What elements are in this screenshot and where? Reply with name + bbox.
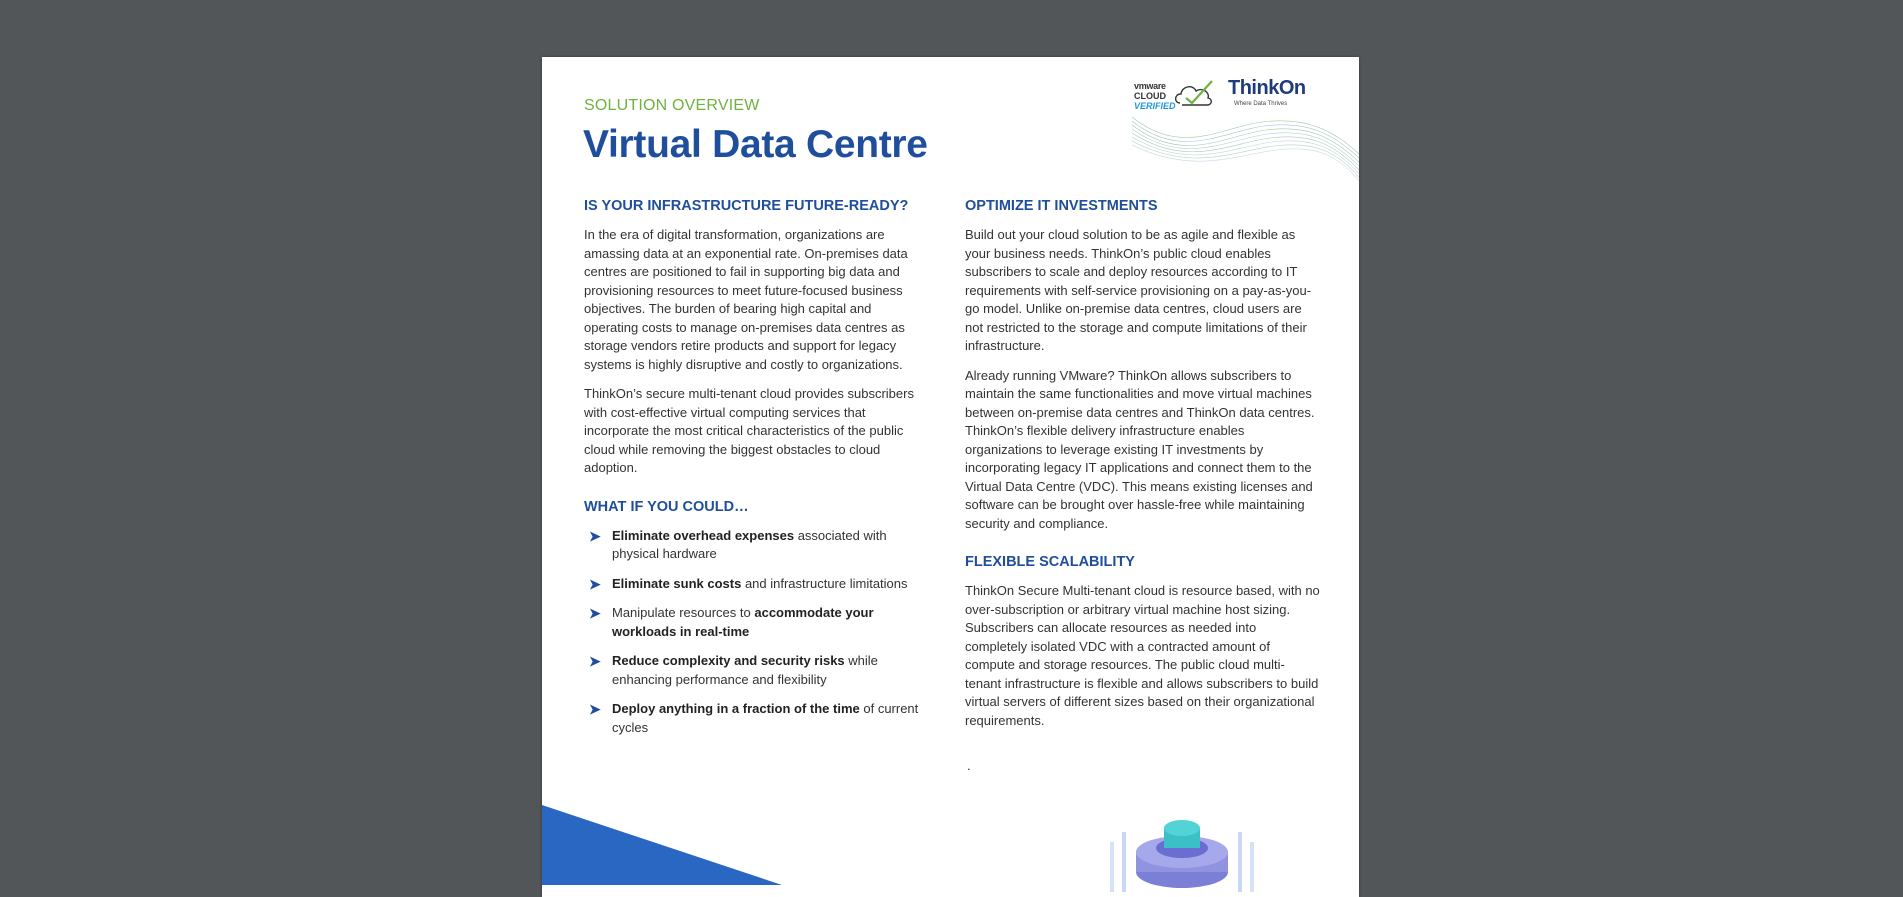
- bullet-chevron-icon: ➤: [589, 701, 601, 717]
- blue-triangle-decoration: [542, 805, 802, 885]
- eyebrow-label: SOLUTION OVERVIEW: [584, 97, 760, 114]
- vmware-verified-text: VERIFIED: [1134, 101, 1176, 111]
- list-item: ➤ Manipulate resources to accommodate your workloads in real-time: [589, 605, 874, 639]
- vmware-cloud-icon: [1172, 77, 1216, 109]
- section-heading-future-ready: IS YOUR INFRASTRUCTURE FUTURE-READY?: [584, 198, 909, 214]
- paragraph-vmware: Already running VMware? ThinkOn allows subscribers to maintain the same functionalities and move virtual machines between on-premise data centres and ThinkOn data centres. ThinkOn’s flexible delivery infrastructure enables organizations to leverage existing IT investments by incorporating legacy IT applications and connect them to the Virtual Data Centre (VDC). This means existing licenses and software can be brought over hassle-free while maintaining security and compliance.: [965, 367, 1315, 531]
- partner-logos: [1134, 75, 1334, 115]
- document-page: [542, 57, 1359, 897]
- bullet-chevron-icon: ➤: [589, 527, 601, 544]
- list-item: ➤ Reduce complexity and security risks while enhancing performance and flexibility: [589, 653, 878, 687]
- bullet-chevron-icon: ➤: [589, 575, 601, 592]
- bullet-chevron-icon: ➤: [589, 605, 601, 621]
- benefits-list: [584, 527, 929, 738]
- bullet-chevron-icon: ➤: [589, 653, 601, 669]
- list-item: ➤ Deploy anything in a fraction of the time of current cycles: [589, 701, 919, 735]
- server-stack-icon: [1102, 812, 1262, 892]
- paragraph-multi-tenant-cloud: ThinkOn’s secure multi-tenant cloud provides subscribers with cost-effective virtual computing services that incorporate the most critical characteristics of the public cloud while removing the biggest obstacles to cloud adoption.: [584, 386, 914, 475]
- left-column: [584, 198, 929, 748]
- section-heading-scalability: FLEXIBLE SCALABILITY: [965, 554, 1135, 570]
- vmware-logo-text: vmware: [1134, 81, 1166, 91]
- vmware-cloud-verified-logo: [1134, 81, 1176, 111]
- thinkon-logo: [1228, 77, 1306, 107]
- section-heading-what-if: WHAT IF YOU COULD…: [584, 498, 749, 515]
- thinkon-tagline: Where Data Thrives: [1234, 101, 1288, 107]
- thinkon-logo-text: ThinkOn: [1228, 77, 1306, 99]
- stray-period: .: [967, 758, 971, 773]
- list-item: ➤ Eliminate sunk costs and infrastructure limitations: [589, 575, 908, 592]
- paragraph-digital-transformation: In the era of digital transformation, organizations are amassing data at an exponential rate. On-premises data centres are positioned to fail in supporting big data and provisioning resources to meet future-focused business objectives. The burden of bearing high capital and operating costs to manage on-premises data centres as storage vendors retire products and support for legacy systems is highly disruptive and costly to organizations.: [584, 227, 908, 372]
- right-column: [965, 198, 1320, 741]
- list-item: ➤ Eliminate overhead expenses associated with physical hardware: [589, 527, 887, 561]
- vmware-cloud-text: CLOUD: [1134, 91, 1166, 101]
- section-heading-optimize-it: OPTIMIZE IT INVESTMENTS: [965, 198, 1158, 214]
- page-title: Virtual Data Centre: [583, 123, 928, 166]
- paragraph-agile-cloud: Build out your cloud solution to be as agile and flexible as your business needs. ThinkOn’s public cloud enables subscribers to scale and deploy resources according to IT requirements with self-service provisioning on a pay-as-you-go model. Unlike on-premise data centres, cloud users are not restricted to the storage and compute limitations of their infrastructure.: [965, 227, 1312, 353]
- wave-decoration: [1132, 107, 1359, 187]
- paragraph-scalability: ThinkOn Secure Multi-tenant cloud is resource based, with no over-subscription or arbitrary virtual machine host sizing. Subscribers can allocate resources as needed into completely isolated VDC with a contracted amount of compute and storage resources. The public cloud multi-tenant infrastructure is flexible and allows subscribers to build virtual servers of different sizes based on their organizational requirements.: [965, 583, 1320, 728]
